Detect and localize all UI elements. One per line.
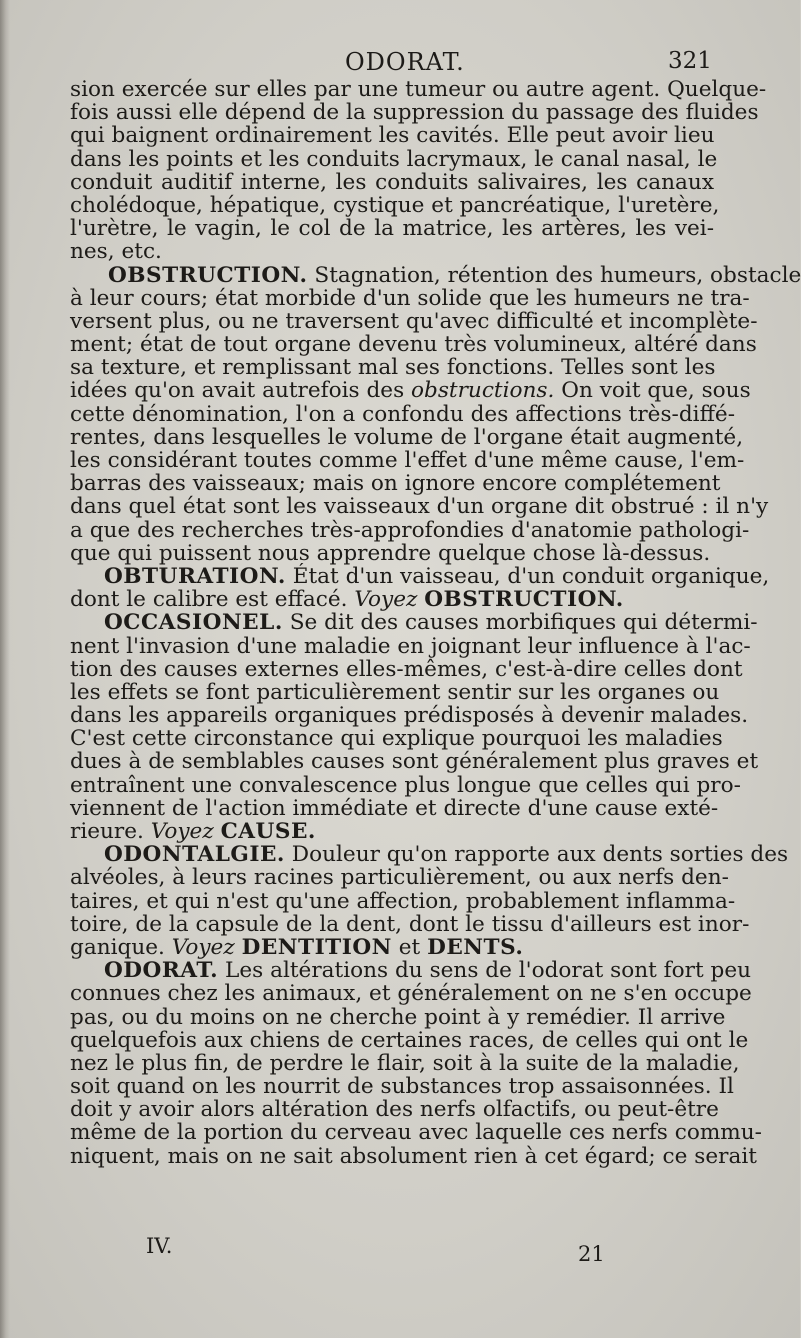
text-line: ODORAT. Les altérations du sens de l'odorat sont fort peu [104, 958, 752, 984]
text-line: entraînent une convalescence plus longue que celles qui pro- [70, 772, 741, 798]
text-line: dans quel état sont les vaisseaux d'un organe dit obstrué : il n'y [70, 494, 769, 520]
text-line: taires, et qui n'est qu'une affection, probablement inflamma- [70, 888, 736, 914]
text-line: nez le plus fin, de perdre le flair, soit à la suite de la maladie, [70, 1050, 740, 1076]
text-line: soit quand on les nourrit de substances trop assaisonnées. Il [70, 1074, 734, 1100]
text-line: les effets se font particulièrement sentir sur les organes ou [70, 679, 720, 705]
text-line: ganique. Voyez DENTITION et DENTS. [70, 934, 524, 960]
text-line: connues chez les animaux, et généralement on ne s'en occupe [70, 981, 752, 1007]
text-line: à leur cours; état morbide d'un solide que les humeurs ne tra- [70, 285, 750, 311]
text-line: fois aussi elle dépend de la suppression du passage des fluides [70, 100, 759, 126]
text-line: rieure. Voyez CAUSE. [70, 819, 316, 844]
text-line: dans les points et les conduits lacrymaux, le canal nasal, le [70, 146, 718, 172]
text-line: que qui puissent nous apprendre quelque chose là-dessus. [70, 540, 711, 566]
text-line: OBTURATION. État d'un vaisseau, d'un conduit organique, [104, 563, 770, 589]
text-line: dont le calibre est effacé. Voyez OBSTRUCTION. [70, 587, 624, 613]
text-line: cette dénomination, l'on a confondu des affections très-diffé- [70, 401, 735, 427]
text-line: qui baignent ordinairement les cavités. Elle peut avoir lieu [70, 123, 715, 149]
text-line: ODONTALGIE. Douleur qu'on rapporte aux dents sorties des [104, 842, 789, 868]
text-line: a que des recherches très-approfondies d'anatomie pathologi- [70, 517, 750, 543]
text-line: nent l'invasion d'une maladie en joignant leur influence à l'ac- [70, 633, 751, 659]
text-line: quelquefois aux chiens de certaines races, de celles qui ont le [70, 1027, 749, 1053]
body-text [70, 77, 801, 1169]
text-line: alvéoles, à leurs racines particulièrement, ou aux nerfs den- [70, 865, 729, 891]
text-line: tion des causes externes elles-mêmes, c'est-à-dire celles dont [70, 656, 743, 682]
text-line: toire, de la capsule de la dent, dont le tissu d'ailleurs est inor- [70, 911, 750, 937]
text-line: versent plus, ou ne traversent qu'avec difficulté et incomplète- [70, 308, 758, 334]
text-line: idées qu'on avait autrefois des obstructions. On voit que, sous [70, 378, 751, 404]
text-line: sa texture, et remplissant mal ses fonctions. Telles sont les [70, 355, 716, 381]
text-line: même de la portion du cerveau avec laquelle ces nerfs commu- [70, 1120, 762, 1146]
text-line: sion exercée sur elles par une tumeur ou autre agent. Quelque- [70, 77, 767, 102]
text-line: nes, etc. [70, 239, 162, 265]
text-line: doit y avoir alors altération des nerfs olfactifs, ou peut-être [70, 1097, 719, 1123]
signature-mark: IV. [146, 1234, 173, 1258]
text-line: ment; état de tout organe devenu très volumineux, altéré dans [70, 332, 757, 358]
running-head: ODORAT. [345, 48, 465, 76]
text-line: pas, ou du moins on ne cherche point à y remédier. Il arrive [70, 1004, 726, 1030]
text-line: rentes, dans lesquelles le volume de l'organe était augmenté, [70, 424, 744, 450]
text-line: dans les appareils organiques prédisposés à devenir malades. [70, 703, 749, 729]
text-line: viennent de l'action immédiate et directe d'une cause exté- [70, 795, 719, 821]
text-line: barras des vaisseaux; mais on ignore encore complétement [70, 471, 721, 497]
text-line: OCCASIONEL. Se dit des causes morbifiques qui détermi- [104, 610, 758, 636]
text-line: conduit auditif interne, les conduits salivaires, les canaux [70, 169, 714, 195]
text-line: cholédoque, hépatique, cystique et pancréatique, l'uretère, [70, 192, 720, 218]
folio-number: 21 [578, 1242, 605, 1266]
page-binding-shadow [0, 0, 10, 1338]
text-line: OBSTRUCTION. Stagnation, rétention des humeurs, obstacle [108, 262, 801, 288]
text-line: niquent, mais on ne sait absolument rien à cet égard; ce serait [70, 1143, 757, 1169]
text-line: C'est cette circonstance qui explique pourquoi les maladies [70, 726, 723, 752]
page-number: 321 [668, 48, 712, 74]
text-line: l'urètre, le vagin, le col de la matrice, les artères, les vei- [70, 216, 714, 242]
text-line: dues à de semblables causes sont généralement plus graves et [70, 749, 759, 775]
text-line: les considérant toutes comme l'effet d'une même cause, l'em- [70, 448, 745, 473]
